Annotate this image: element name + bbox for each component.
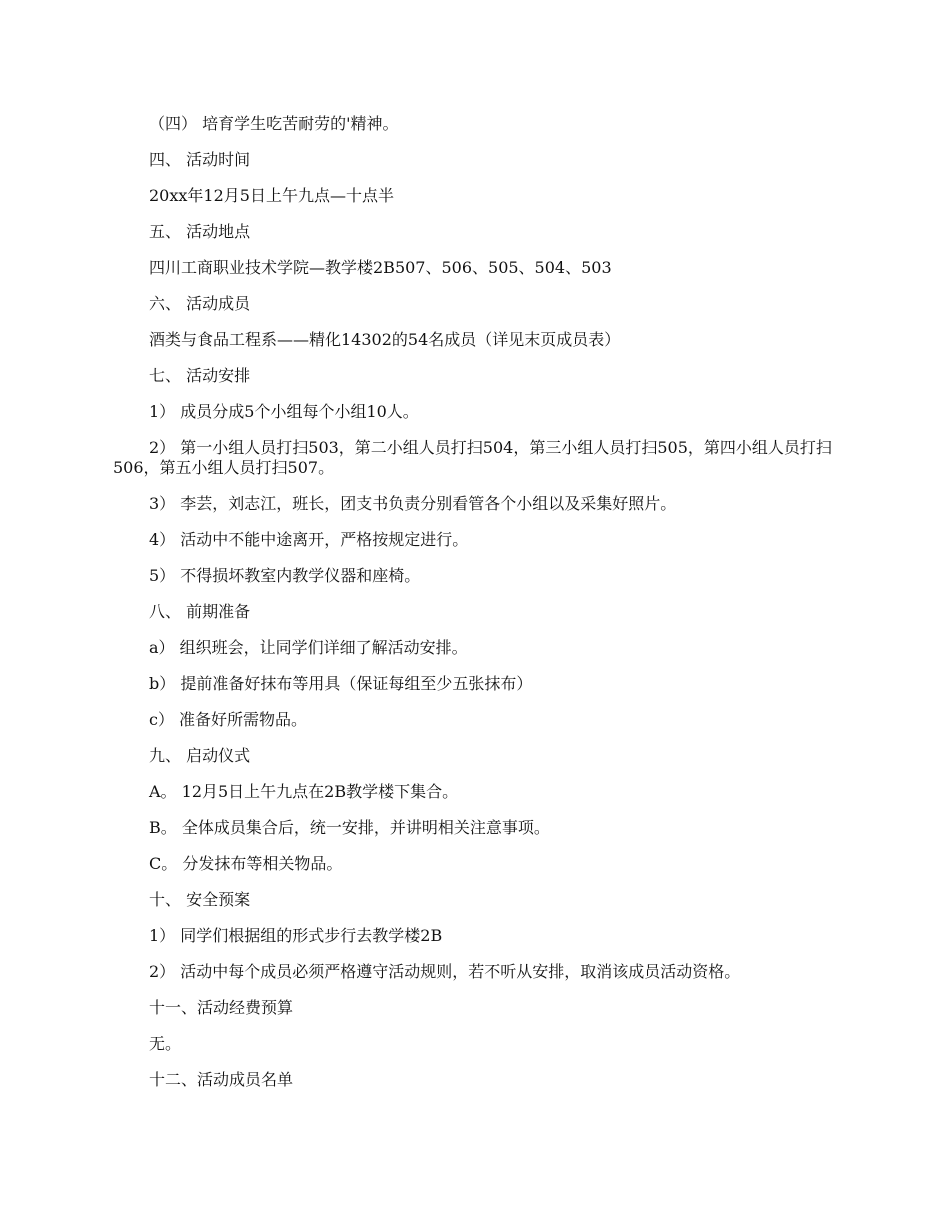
preparation-item-a: a） 组织班会，让同学们详细了解活动安排。: [149, 638, 468, 657]
safety-item-1: 1） 同学们根据组的形式步行去教学楼2B: [149, 926, 443, 945]
paragraph-time: 20xx年12月5日上午九点—十点半: [149, 186, 394, 205]
arrangement-item-2: 2） 第一小组人员打扫503，第二小组人员打扫504，第三小组人员打扫505，第四小组人员打扫506，第五小组人员打扫507。: [113, 438, 832, 477]
section-heading-ceremony: 九、 启动仪式: [149, 746, 251, 765]
section-heading-member-list: 十二、活动成员名单: [149, 1070, 294, 1089]
section-heading-preparation: 八、 前期准备: [149, 602, 251, 621]
arrangement-item-3: 3） 李芸，刘志江，班长，团支书负责分别看管各个小组以及采集好照片。: [149, 494, 677, 513]
preparation-item-c: c） 准备好所需物品。: [149, 710, 308, 729]
arrangement-item-4: 4） 活动中不能中途离开，严格按规定进行。: [149, 530, 469, 549]
section-heading-budget: 十一、活动经费预算: [149, 998, 294, 1017]
ceremony-item-c: C。 分发抹布等相关物品。: [149, 854, 343, 873]
paragraph-location: 四川工商职业技术学院—教学楼2B507、506、505、504、503: [149, 258, 612, 277]
section-heading-safety: 十、 安全预案: [149, 890, 251, 909]
ceremony-item-a: A。 12月5日上午九点在2B教学楼下集合。: [149, 782, 459, 801]
arrangement-item-5: 5） 不得损坏教室内教学仪器和座椅。: [149, 566, 421, 585]
preparation-item-b: b） 提前准备好抹布等用具（保证每组至少五张抹布）: [149, 674, 533, 693]
paragraph-1: （四） 培育学生吃苦耐劳的'精神。: [149, 114, 399, 133]
document-body: [113, 114, 833, 1106]
section-heading-time: 四、 活动时间: [149, 150, 251, 169]
ceremony-item-b: B。 全体成员集合后，统一安排，并讲明相关注意事项。: [149, 818, 550, 837]
section-heading-members: 六、 活动成员: [149, 294, 251, 313]
safety-item-2: 2） 活动中每个成员必须严格遵守活动规则，若不听从安排，取消该成员活动资格。: [149, 962, 741, 981]
paragraph-members: 酒类与食品工程系——精化14302的54名成员（详见末页成员表）: [149, 330, 621, 349]
section-heading-location: 五、 活动地点: [149, 222, 251, 241]
section-heading-arrangement: 七、 活动安排: [149, 366, 251, 385]
arrangement-item-1: 1） 成员分成5个小组每个小组10人。: [149, 402, 419, 421]
paragraph-budget: 无。: [149, 1034, 182, 1053]
